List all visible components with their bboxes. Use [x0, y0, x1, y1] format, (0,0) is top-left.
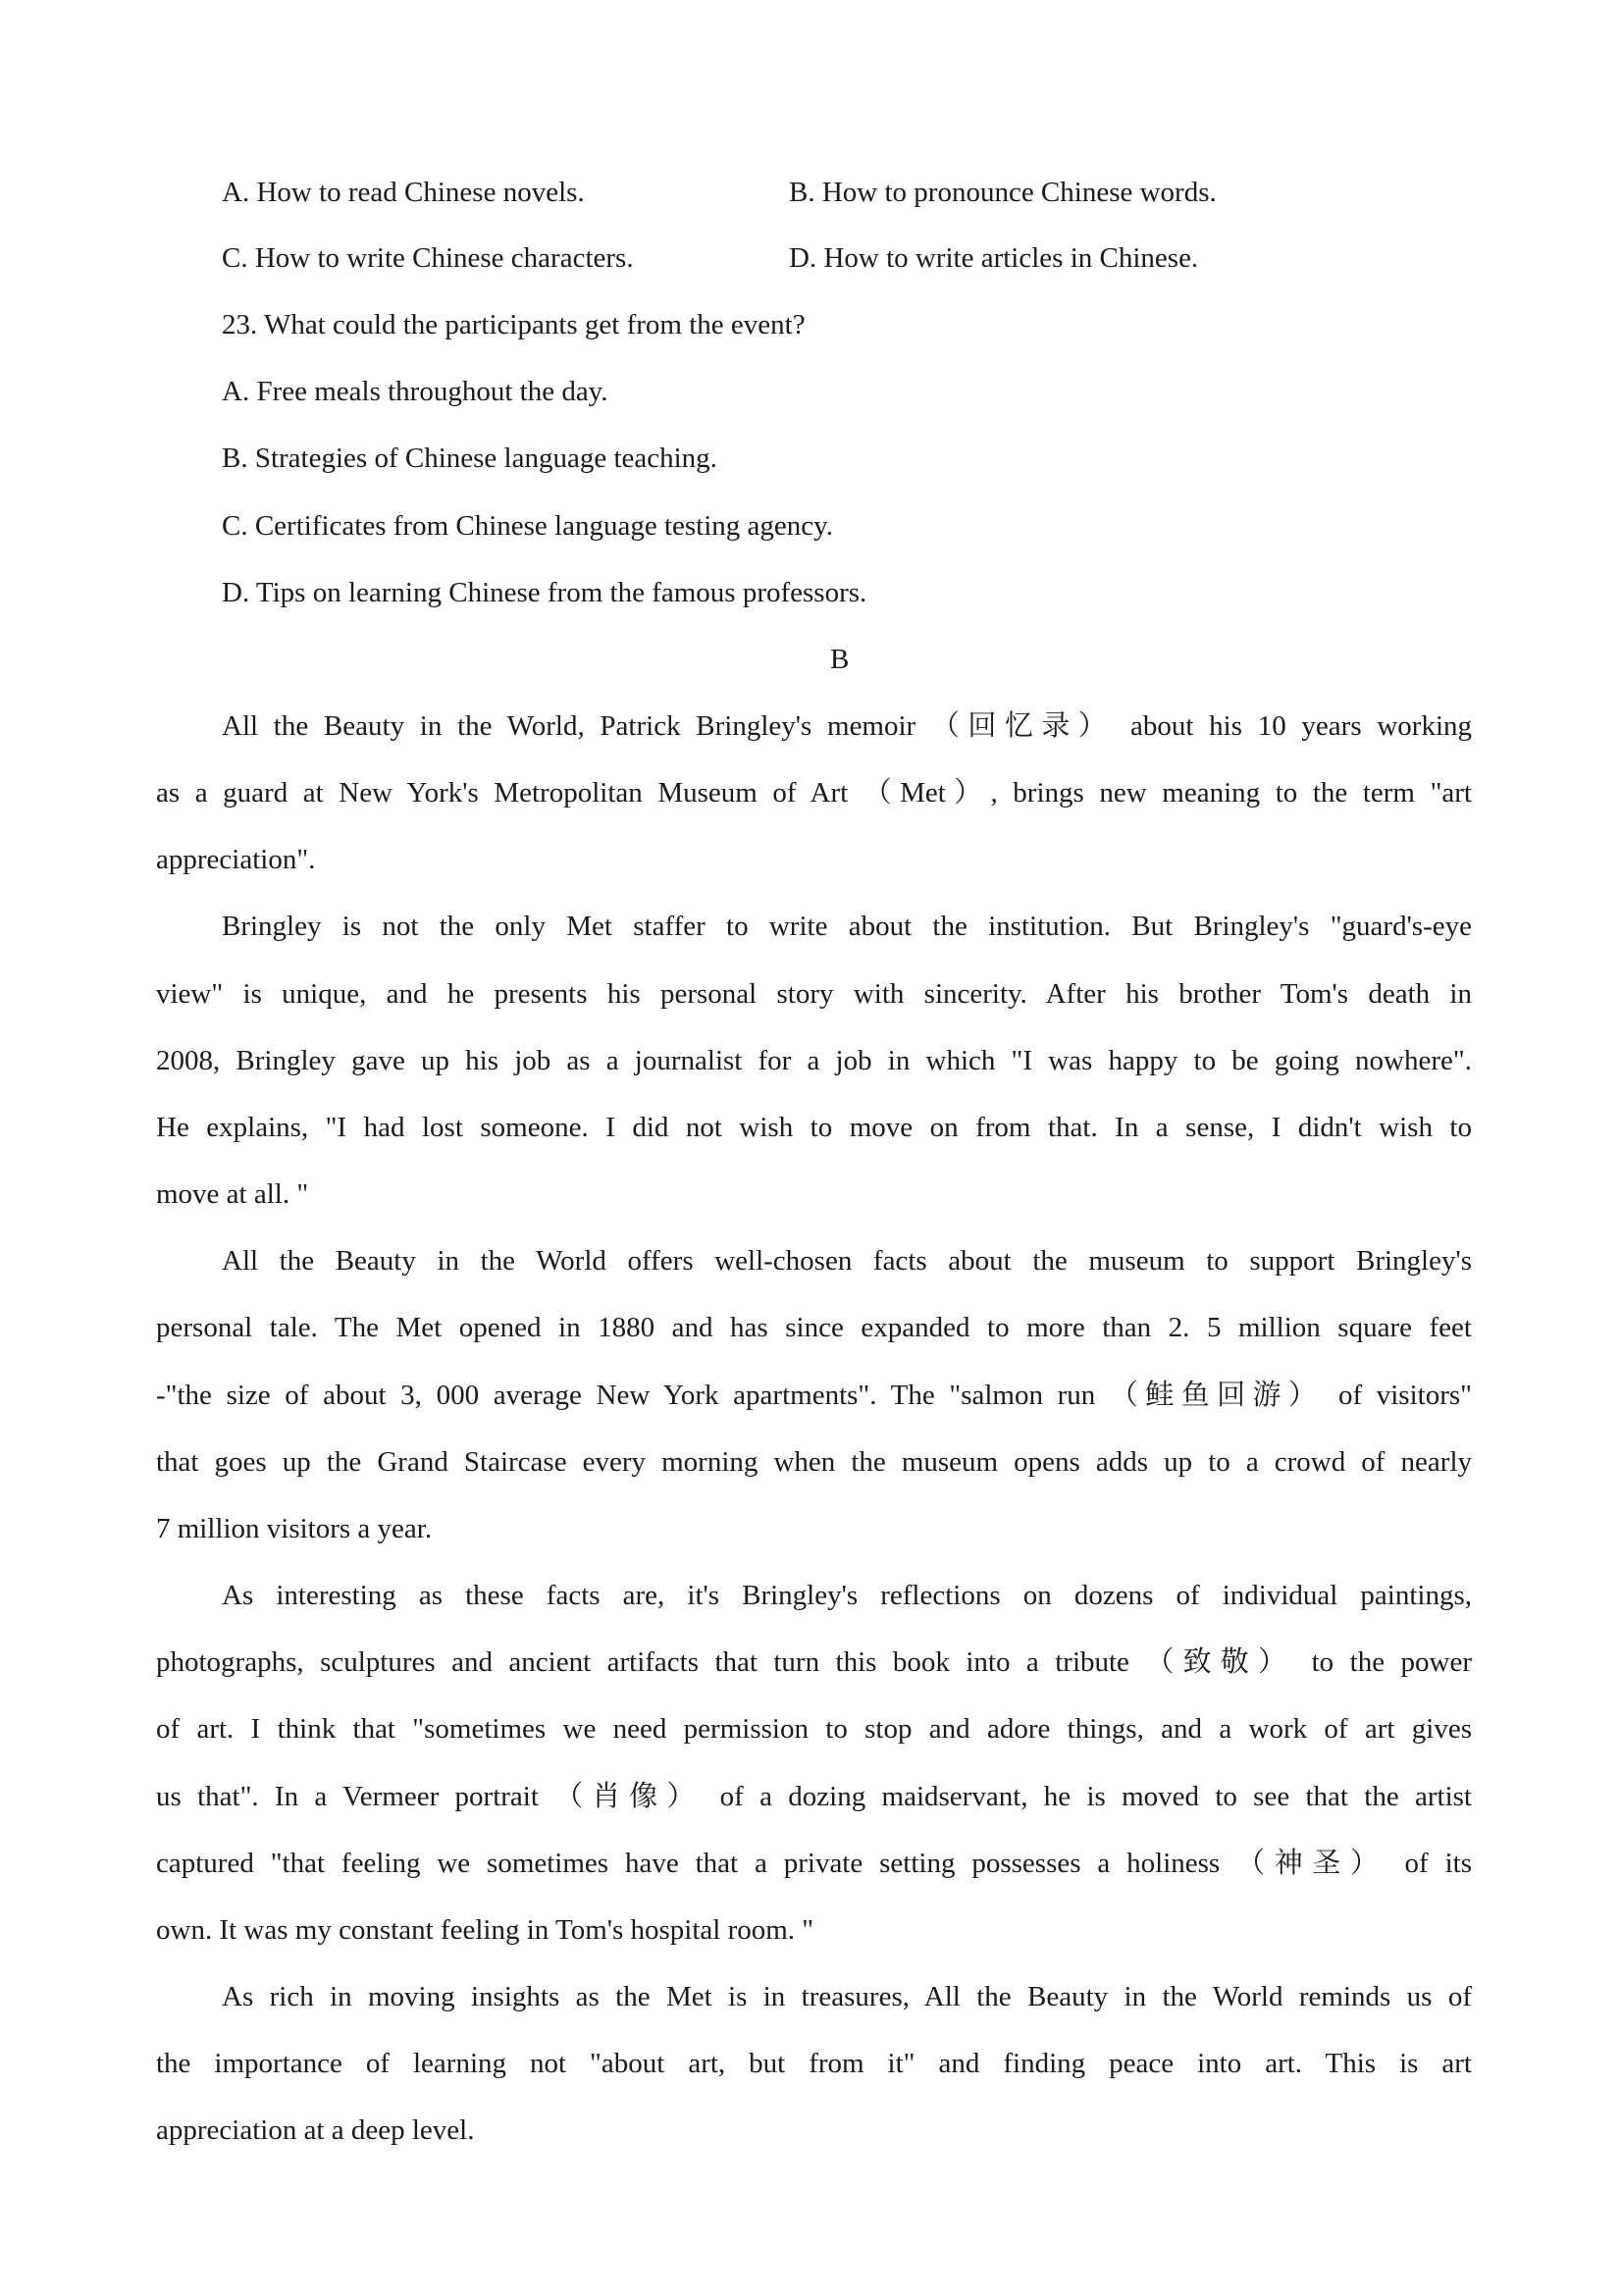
paragraph-line: that goes up the Grand Staircase every morning when the museum opens adds up to a crowd of nearly: [156, 1446, 1472, 1478]
paragraph-line: 7 million visitors a year.: [156, 1513, 433, 1544]
q22-option-b: B. How to pronounce Chinese words.: [789, 177, 1217, 208]
paragraph-line: as a guard at New York's Metropolitan Museum of Art （Met）, brings new meaning to the term "art: [156, 777, 1472, 809]
paragraph-line: -"the size of about 3, 000 average New York apartments". The "salmon run （鲑鱼回游） of visitors": [156, 1380, 1472, 1411]
paragraph-line: 2008, Bringley gave up his job as a journalist for a job in which "I was happy to be going nowhere".: [156, 1045, 1472, 1076]
q22-option-c: C. How to write Chinese characters.: [222, 242, 634, 274]
section-label: B: [830, 644, 850, 675]
paragraph-line: He explains, "I had lost someone. I did not wish to move on from that. In a sense, I didn't wish to: [156, 1112, 1472, 1143]
paragraph-line: As interesting as these facts are, it's Bringley's reflections on dozens of individual paintings,: [222, 1580, 1472, 1611]
paragraph-line: All the Beauty in the World, Patrick Bringley's memoir （回忆录） about his 10 years working: [222, 710, 1472, 742]
paragraph-line: appreciation at a deep level.: [156, 2114, 475, 2146]
paragraph-line: move at all. ": [156, 1178, 309, 1210]
paragraph-line: own. It was my constant feeling in Tom's hospital room. ": [156, 1914, 814, 1946]
q23-option-a: A. Free meals throughout the day.: [222, 376, 608, 407]
q23-option-b: B. Strategies of Chinese language teaching.: [222, 443, 717, 474]
paragraph-line: As rich in moving insights as the Met is in treasures, All the Beauty in the World reminds us of: [222, 1981, 1472, 2012]
paragraph-line: photographs, sculptures and ancient artifacts that turn this book into a tribute （致敬） to the power: [156, 1646, 1472, 1678]
paragraph-line: of art. I think that "sometimes we need permission to stop and adore things, and a work of art gives: [156, 1713, 1472, 1745]
paragraph-line: us that". In a Vermeer portrait （肖像） of a dozing maidservant, he is moved to see that the artist: [156, 1781, 1472, 1812]
paragraph-line: All the Beauty in the World offers well-chosen facts about the museum to support Bringley's: [222, 1245, 1472, 1277]
paragraph-line: view" is unique, and he presents his personal story with sincerity. After his brother Tom's death in: [156, 978, 1472, 1010]
q23-option-d: D. Tips on learning Chinese from the famous professors.: [222, 577, 867, 608]
paragraph-line: captured "that feeling we sometimes have that a private setting possesses a holiness （神圣） of its: [156, 1848, 1472, 1879]
q23-option-c: C. Certificates from Chinese language testing agency.: [222, 510, 834, 542]
paragraph-line: personal tale. The Met opened in 1880 and has since expanded to more than 2. 5 million square feet: [156, 1312, 1472, 1343]
paragraph-line: the importance of learning not "about art, but from it" and finding peace into art. This is art: [156, 2048, 1472, 2079]
paragraph-line: appreciation".: [156, 844, 316, 875]
q22-option-a: A. How to read Chinese novels.: [222, 177, 585, 208]
paragraph-line: Bringley is not the only Met staffer to write about the institution. But Bringley's "guard's-eye: [222, 911, 1472, 942]
q22-option-d: D. How to write articles in Chinese.: [789, 242, 1199, 274]
q23-stem: 23. What could the participants get from the event?: [222, 309, 806, 340]
